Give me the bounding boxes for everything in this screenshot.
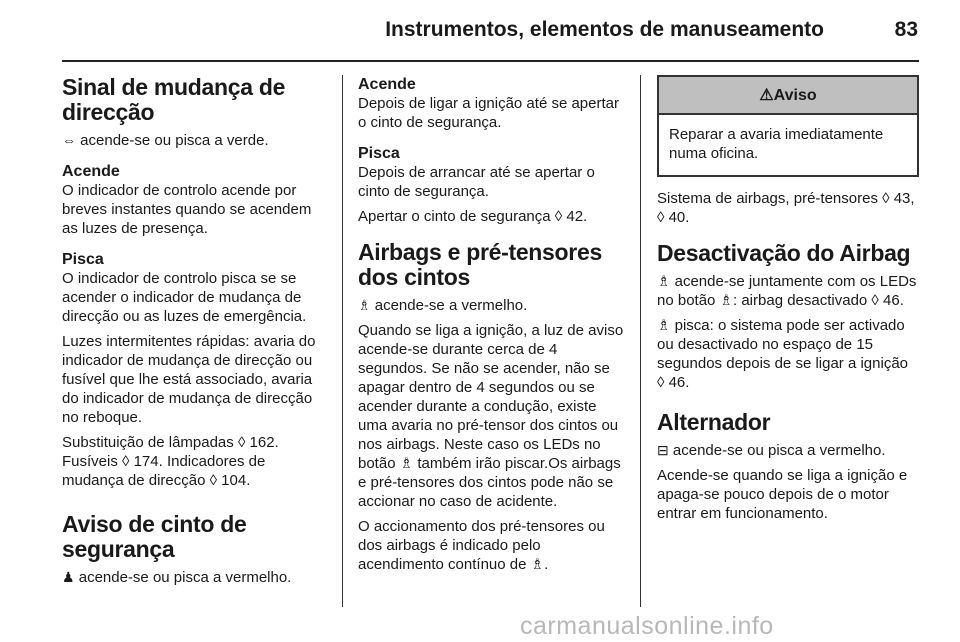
warning-text: Reparar a avaria imediatamente numa oficina. bbox=[669, 126, 884, 162]
acende-text-2: Depois de ligar a ignição até se apertar o cinto de segurança. bbox=[358, 95, 619, 131]
watermark: carmanualsonline.info bbox=[520, 612, 774, 640]
page-number: 83 bbox=[894, 18, 918, 41]
deactivation-paragraph-1: ♗ acende-se juntamente com os LEDs no botão ♗: airbag desactivado ◊ 46. bbox=[657, 273, 917, 309]
acende-heading: Acende bbox=[62, 163, 120, 180]
substitution-ref: Substituição de lâmpadas ◊ 162. Fusíveis ◊ 174. Indicadores de mudança de direcção ◊ 104. bbox=[62, 434, 279, 489]
turn-signal-title: Sinal de mudança de direcção bbox=[62, 74, 286, 125]
turn-signal-icon: ⇔ bbox=[62, 132, 76, 148]
airbag-icon: ♗ bbox=[358, 297, 371, 313]
alternator-paragraph: Acende-se quando se liga a ignição e apaga-se pouco depois de o motor entrar em funcionamento. bbox=[657, 467, 908, 522]
battery-icon: ⊟ bbox=[657, 442, 669, 458]
column-1 bbox=[62, 75, 328, 593]
column-divider-1 bbox=[342, 75, 343, 607]
deactivation-title: Desactivação do Airbag bbox=[657, 240, 911, 266]
airbag-title: Airbags e pré-tensores dos cintos bbox=[358, 239, 602, 290]
acende-text: O indicador de controlo acende por breves instantes quando se acendem as luzes de presença. bbox=[62, 182, 312, 237]
turn-signal-intro: ⇔ acende-se ou pisca a verde. bbox=[62, 132, 269, 149]
deactivation-paragraph-2: ♗ pisca: o sistema pode ser activado ou desactivado no espaço de 15 segundos depois de se ligar a ignição ◊ 46. bbox=[657, 317, 909, 391]
fasten-belt-ref: Apertar o cinto de segurança ◊ 42. bbox=[358, 208, 588, 225]
column-3 bbox=[657, 75, 919, 529]
pisca-heading-2: Pisca bbox=[358, 145, 400, 162]
airbag-intro: ♗ acende-se a vermelho. bbox=[358, 297, 528, 314]
acende-heading-2: Acende bbox=[358, 76, 416, 93]
alternator-title: Alternador bbox=[657, 409, 771, 435]
pisca-text-2: Depois de arrancar até se apertar o cinto de segurança. bbox=[358, 164, 595, 200]
column-divider-2 bbox=[640, 75, 641, 607]
column-2 bbox=[358, 75, 624, 580]
seatbelt-title: Aviso de cinto de segurança bbox=[62, 511, 247, 562]
rapid-blink-text: Luzes intermitentes rápidas: avaria do indicador de mudança de direcção ou fusível que lhe está associado, avaria do indicador de mudança de direcção no reboque. bbox=[62, 333, 316, 426]
seatbelt-icon: ♟ bbox=[62, 569, 75, 585]
header-divider bbox=[62, 60, 919, 62]
header-title: Instrumentos, elementos de manuseamento bbox=[385, 18, 824, 41]
airbag-system-ref: Sistema de airbags, pré-tensores ◊ 43, ◊ 40. bbox=[657, 190, 915, 226]
seatbelt-intro: ♟ acende-se ou pisca a vermelho. bbox=[62, 569, 292, 586]
alternator-intro: ⊟ acende-se ou pisca a vermelho. bbox=[657, 442, 886, 459]
warning-box bbox=[657, 75, 919, 177]
airbag-paragraph-1: Quando se liga a ignição, a luz de aviso acende-se durante cerca de 4 segundos. Se não se acender, não se apagar dentro de 4 segundos ou se acender durante a condução, existe uma avaria no pré-tensor dos cintos ou nos airbags. Neste caso os LEDs no botão ♗ também irão piscar.Os airbags e pré-tensores dos cintos pode não se accionar no caso de acidente. bbox=[358, 322, 624, 510]
page-header bbox=[0, 12, 918, 52]
pisca-heading: Pisca bbox=[62, 251, 104, 268]
pisca-text: O indicador de controlo pisca se se acender o indicador de mudança de direcção ou as luzes de emergência. bbox=[62, 270, 307, 325]
airbag-paragraph-2: O accionamento dos pré-tensores ou dos airbags é indicado pelo acendimento contínuo de ♗. bbox=[358, 518, 605, 573]
warning-heading: ⚠Aviso bbox=[659, 77, 917, 115]
